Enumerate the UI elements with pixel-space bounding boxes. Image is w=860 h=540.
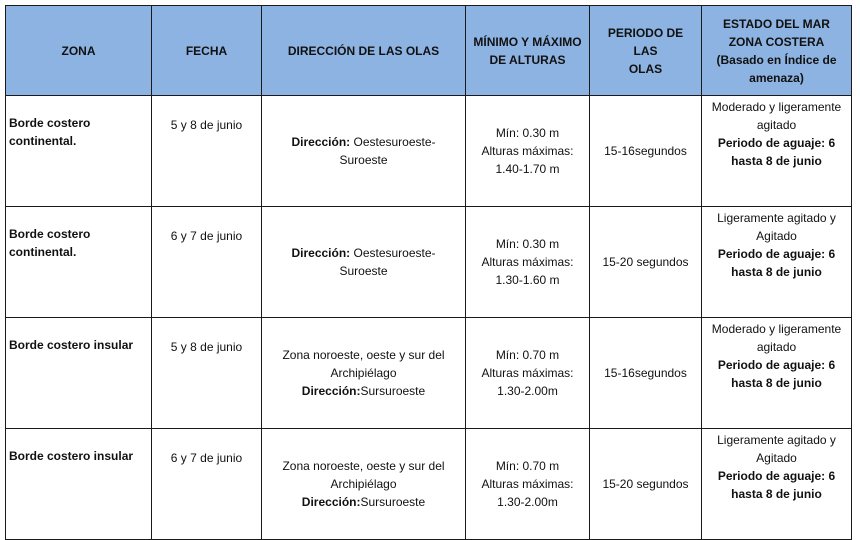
direccion-area: Zona noroeste, oeste y sur del (282, 348, 445, 362)
aguaje-line: Periodo de aguaje: 6 (717, 358, 836, 372)
cell-fecha: 6 y 7 de junio (152, 429, 262, 540)
estado-line: Ligeramente agitado y (717, 211, 836, 225)
header-periodo-line: OLAS (628, 61, 663, 76)
cell-direccion (262, 318, 466, 429)
header-alturas-line: DE ALTURAS (489, 52, 566, 67)
direccion-label: Dirección: (291, 246, 351, 260)
header-estado-line: ZONA COSTERA (728, 34, 825, 49)
altura-max-label: Alturas máximas: (481, 144, 574, 158)
cell-fecha: 5 y 8 de junio (152, 318, 262, 429)
header-direccion: DIRECCIÓN DE LAS OLAS (262, 6, 466, 96)
cell-alturas (466, 429, 590, 540)
aguaje-line: hasta 8 de junio (731, 487, 822, 501)
cell-fecha: 6 y 7 de junio (152, 207, 262, 318)
aguaje-line: hasta 8 de junio (731, 376, 822, 390)
aguaje-line: hasta 8 de junio (731, 154, 822, 168)
header-fecha: FECHA (152, 6, 262, 96)
altura-min: Mín: 0.70 m (495, 459, 560, 473)
zona-line: continental. (9, 245, 77, 259)
aguaje-line: Periodo de aguaje: 6 (717, 247, 836, 261)
cell-zona (6, 429, 152, 540)
header-estado-line: (Basado en Índice de (716, 52, 837, 67)
estado-line: agitado (756, 118, 797, 132)
header-estado-line: ESTADO DEL MAR (723, 16, 830, 31)
cell-periodo: 15-20 segundos (590, 207, 702, 318)
altura-min: Mín: 0.30 m (495, 126, 560, 140)
estado-line: Moderado y ligeramente (711, 100, 842, 114)
altura-min: Mín: 0.30 m (495, 237, 560, 251)
zona-line: Borde costero (9, 227, 91, 241)
estado-line: Agitado (756, 229, 797, 243)
header-estado-line: amenaza) (749, 70, 804, 85)
cell-periodo: 15-16segundos (590, 318, 702, 429)
cell-direccion (262, 429, 466, 540)
table-header-row (6, 6, 852, 96)
cell-alturas (466, 318, 590, 429)
cell-zona (6, 207, 152, 318)
sea-state-table (5, 5, 852, 540)
altura-max-label: Alturas máximas: (481, 255, 574, 269)
cell-estado (702, 318, 852, 429)
cell-zona (6, 96, 152, 207)
cell-alturas (466, 96, 590, 207)
altura-max: 1.30-1.60 m (495, 273, 560, 287)
direccion-label: Dirección: (291, 135, 351, 149)
altura-max: 1.30-2.00m (497, 384, 558, 398)
table-row (6, 429, 852, 540)
estado-line: Ligeramente agitado y (717, 433, 836, 447)
table-row (6, 96, 852, 207)
altura-max-label: Alturas máximas: (481, 366, 574, 380)
estado-line: Agitado (756, 451, 797, 465)
cell-estado (702, 429, 852, 540)
altura-max-label: Alturas máximas: (481, 477, 574, 491)
estado-line: agitado (756, 340, 797, 354)
direccion-label: Dirección: (301, 384, 361, 398)
table-row (6, 318, 852, 429)
cell-direccion (262, 207, 466, 318)
table-row (6, 207, 852, 318)
zona-line: Borde costero (9, 116, 91, 130)
header-periodo (590, 6, 702, 96)
direccion-value: Oestesuroeste-Suroeste (339, 246, 436, 278)
direccion-label: Dirección: (301, 495, 361, 509)
zona-line: Borde costero insular (9, 449, 134, 463)
direccion-value: Sursuroeste (360, 495, 426, 509)
altura-max: 1.30-2.00m (497, 495, 558, 509)
zona-line: Borde costero insular (9, 338, 134, 352)
direccion-value: Oestesuroeste-Suroeste (339, 135, 436, 167)
cell-estado (702, 207, 852, 318)
cell-alturas (466, 207, 590, 318)
direccion-area: Archipiélago (330, 366, 397, 380)
direccion-area: Zona noroeste, oeste y sur del (282, 459, 445, 473)
cell-zona (6, 318, 152, 429)
estado-line: Moderado y ligeramente (711, 322, 842, 336)
zona-line: continental. (9, 134, 77, 148)
header-alturas-line: MÍNIMO Y MÁXIMO (473, 34, 582, 49)
altura-max: 1.40-1.70 m (495, 162, 560, 176)
header-zona: ZONA (6, 6, 152, 96)
aguaje-line: hasta 8 de junio (731, 265, 822, 279)
cell-periodo: 15-20 segundos (590, 429, 702, 540)
cell-fecha: 5 y 8 de junio (152, 96, 262, 207)
header-alturas (466, 6, 590, 96)
cell-periodo: 15-16segundos (590, 96, 702, 207)
direccion-value: Sursuroeste (360, 384, 426, 398)
direccion-area: Archipiélago (330, 477, 397, 491)
aguaje-line: Periodo de aguaje: 6 (717, 469, 836, 483)
aguaje-line: Periodo de aguaje: 6 (717, 136, 836, 150)
cell-direccion (262, 96, 466, 207)
altura-min: Mín: 0.70 m (495, 348, 560, 362)
header-periodo-line: PERIODO DE LAS (607, 25, 684, 58)
cell-estado (702, 96, 852, 207)
header-estado (702, 6, 852, 96)
